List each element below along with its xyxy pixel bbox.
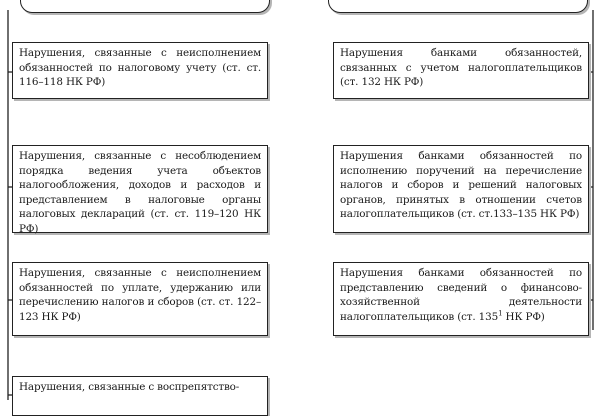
right-box-3-text-main: Нарушения банками обязанностей по представлению сведений о финансово-хозяйственной деятельности налогоплательщиков (ст. 135 bbox=[340, 267, 582, 323]
right-box-2-text: Нарушения банками обязанностей по исполнению поручений на перечисление налогов и сборов и решений налоговых органов, принятых в отношении счетов налогоплательщиков (ст. ст.133–135 НК РФ) bbox=[340, 150, 582, 221]
right-header-box bbox=[328, 0, 588, 13]
left-box-1 bbox=[12, 42, 268, 99]
left-box-3 bbox=[12, 262, 268, 336]
right-box-1 bbox=[333, 42, 589, 99]
left-box-1-text: Нарушения, связанные с неисполнением обязанностей по налоговому учету (ст. ст. 116–118 НК РФ) bbox=[19, 47, 261, 89]
left-box-3-text: Нарушения, связанные с неисполнением обязанностей по уплате, удержанию или перечислению налогов и сборов (ст. ст. 122–123 НК РФ) bbox=[19, 267, 261, 323]
right-box-3-text bbox=[340, 266, 582, 324]
left-box-2-text: Нарушения, связанные с несоблюдением порядка ведения учета объектов налогообложения, доходов и расходов и представлением в налоговые органы налоговых деклараций (ст. ст. 119–120 НК РФ) bbox=[19, 150, 261, 235]
left-box-4-text: Нарушения, связанные с воспрепятство- bbox=[19, 381, 240, 393]
left-header-box bbox=[20, 0, 270, 13]
right-box-3-text-tail: НК РФ) bbox=[502, 310, 545, 323]
left-box-4 bbox=[12, 376, 268, 416]
right-box-1-text: Нарушения банками обязанностей, связанных с учетом налогоплательщиков (ст. 132 НК РФ) bbox=[340, 47, 582, 89]
right-box-3 bbox=[333, 262, 589, 336]
left-box-2 bbox=[12, 145, 268, 233]
right-box-2 bbox=[333, 145, 589, 233]
right-box-3-superscript: 1 bbox=[498, 309, 503, 318]
